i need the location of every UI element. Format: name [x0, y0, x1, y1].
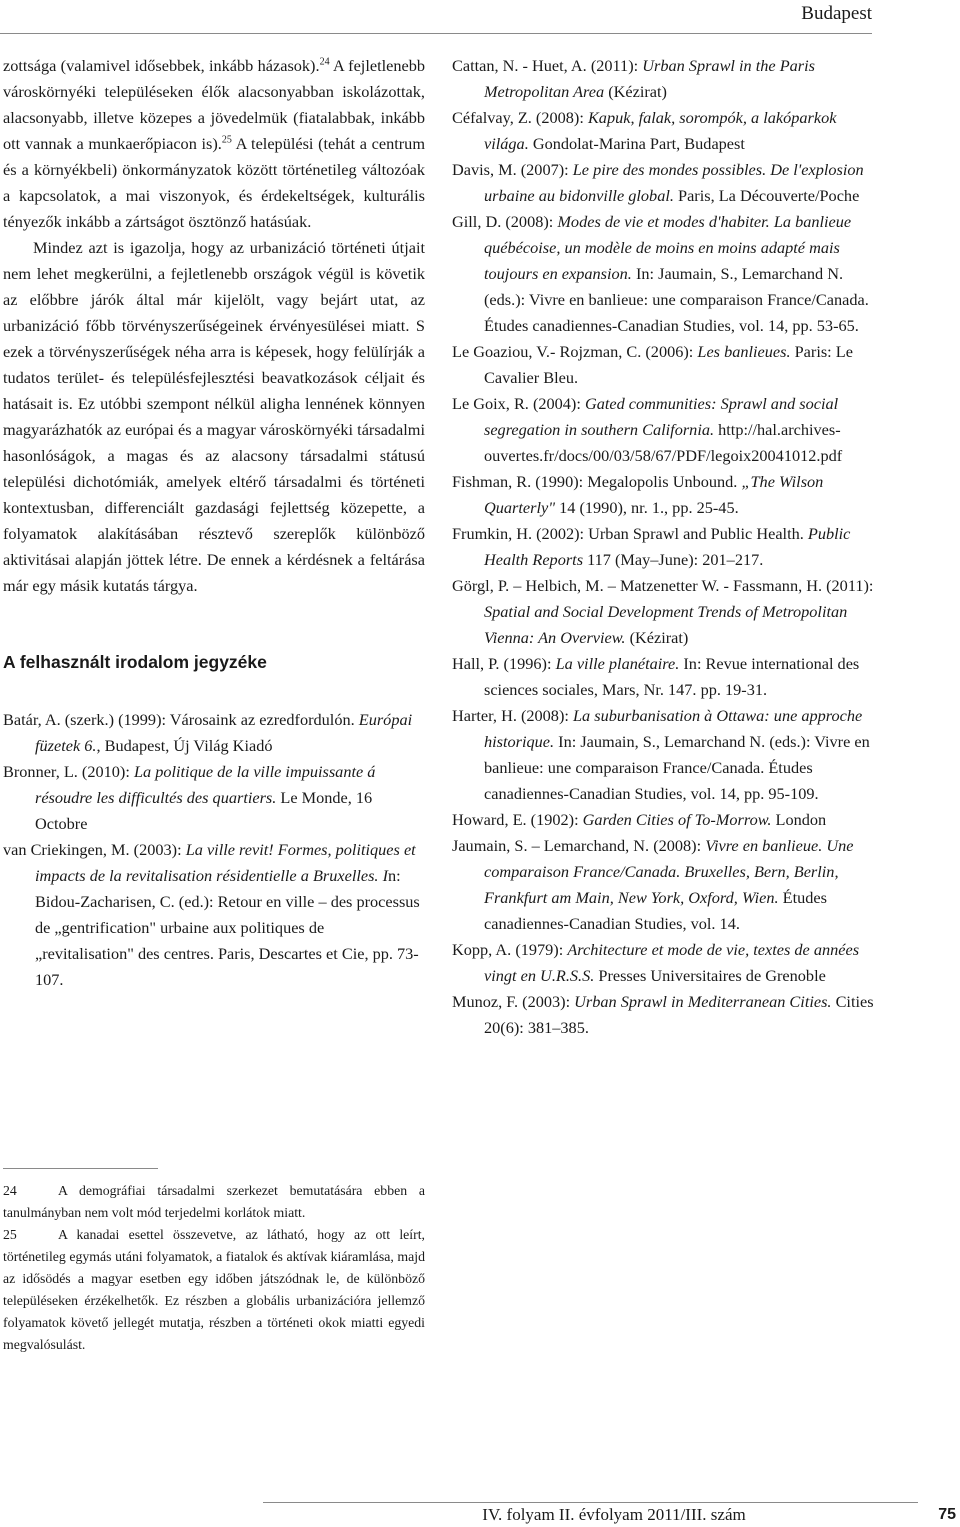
footnote-25: 25 A kanadai esettel összevetve, az látható, hogy az ott leírt, történetileg egymás utáni folyamatok, a fiatalok és aktívak kiáramlása, majd az idősödés a magyar esetben egy időben játszódnak le, de különböző településeken érzékelhetők. Ez részben a globális urbanizációra jellemző folyamatok követő jellegét mutatja, részben a történeti okok miatti egyedi megvalósulást. — [3, 1227, 425, 1352]
footnotes — [3, 1180, 425, 1356]
running-head: Budapest — [801, 3, 872, 24]
page-number: 75 — [938, 1506, 956, 1523]
footnote-24: 24 A demográfiai társadalmi szerkezet bemutatására ebben a tanulmányban nem volt mód terjedelmi korlátok miatt. — [3, 1183, 425, 1220]
reference-entry: Davis, M. (2007): Le pire des mondes possibles. De l'explosion urbaine au bidonville global. Paris, La Découverte/Poche — [452, 160, 864, 205]
footnote-rule — [3, 1168, 158, 1169]
reference-entry: Munoz, F. (2003): Urban Sprawl in Mediterranean Cities. Cities 20(6): 381–385. — [452, 992, 874, 1037]
right-column — [452, 53, 882, 1041]
reference-entry: Gill, D. (2008): Modes de vie et modes d'habiter. La banlieue québécoise, un modèle de moins en moins adapté mais toujours en expansion. In: Jaumain, S., Lemarchand N. (eds.): Vivre en banlieue: une comparaison France/Canada. Études canadiennes-Canadian Studies, vol. 14, pp. 53-65. — [452, 212, 869, 335]
left-column — [3, 53, 425, 993]
footer-issue: IV. folyam II. évfolyam 2011/III. szám — [482, 1505, 746, 1524]
reference-entry: Frumkin, H. (2002): Urban Sprawl and Public Health. Public Health Reports 117 (May–June): 201–217. — [452, 524, 851, 569]
reference-list-left — [3, 707, 425, 993]
header-rule — [0, 33, 872, 34]
body-paragraph-2: Mindez azt is igazolja, hogy az urbanizáció történeti útjait nem lehet megkerülni, a fejletlenebb országok végül is követik az előbbre járók által már kijelölt, vagy bejárt utat, az urbanizáció főbb törvényszerűségeinek érvényesülései miatt. S ezek a törvényszerűségek néha arra is képesek, hogy felülírják a tudatos terület- és településfejlesztési beavatkozások céljait és hatásait is. Ez utóbbi szempont nélkül aligha lennének könnyen magyarázhatók az európai és a magyar városkörnyéki társadalmi hasonlóságok, a magas és az alacsony társadalmi státusú települési dichotómiák, amelyek eltérő társadalmi és történeti kontextusban, differenciált gazdasági fejlettség közepette, a folyamatok alakításában résztevő szereplők különböző aktivitásai alapján jöttek létre. De ennek a kérdésnek a feltárása már egy másik kutatás tárgya. — [3, 238, 425, 595]
body-paragraph-1: zottsága (valamivel idősebbek, inkább házasok).$^{24}$ A fejletlenebb városkörnyéki településeken élők alacsonyabban iskolázottak, alacsonyabb, illetve közepes a jövedelmük (fiatalabbak, inkább ott vannak a munkaerőpiacon is).$^{25}$ A települési (tehát a centrum és a környékbeli) önkormányzatok között történetileg változóak a kapcsolatok, a mai viszonyok, és érdekeltségek, kulturális tényezők inkább a zártságot ösztönző hatásúak. — [3, 56, 425, 231]
reference-list-right — [452, 53, 882, 1041]
footnote-ref-24: 24 — [319, 56, 330, 68]
reference-entry: Bronner, L. (2010): La politique de la ville impuissante á résoudre les difficultés des quartiers. Le Monde, 16 Octobre — [3, 762, 376, 833]
reference-entry: Howard, E. (1902): Garden Cities of To-Morrow. London — [452, 810, 827, 829]
reference-entry: van Criekingen, M. (2003): La ville revit! Formes, politiques et impacts de la revitalisation résidentielle a Bruxelles. In: Bidou-Zacharisen, C. (ed.): Retour en ville – des processus de „gentrification" urbaine aux politiques de „revitalisation" des centres. Paris, Descartes et Cie, pp. 73-107. — [3, 840, 420, 989]
reference-entry: Cattan, N. - Huet, A. (2011): Urban Sprawl in the Paris Metropolitan Area (Kézirat) — [452, 56, 815, 101]
reference-entry: Hall, P. (1996): La ville planétaire. In: Revue international des sciences sociales, Mars, Nr. 147. pp. 19-31. — [452, 654, 860, 699]
reference-entry: Görgl, P. – Helbich, M. – Matzenetter W. - Fassmann, H. (2011): Spatial and Social Development Trends of Metropolitan Vienna: An Overview. (Kézirat) — [452, 576, 874, 647]
reference-entry: Harter, H. (2008): La suburbanisation à Ottawa: une approche historique. In: Jaumain, S., Lemarchand N. (eds.): Vivre en banlieue: une comparaison France/Canada. Études canadiennes-Canadian Studies, vol. 14, pp. 95-109. — [452, 706, 870, 803]
section-title: A felhasznált irodalom jegyzéke — [3, 652, 267, 672]
footnote-ref-25: 25 — [221, 134, 232, 146]
reference-entry: Le Goaziou, V.- Rojzman, C. (2006): Les banlieues. Paris: Le Cavalier Bleu. — [452, 342, 853, 387]
reference-entry: Jaumain, S. – Lemarchand, N. (2008): Vivre en banlieue. Une comparaison France/Canada. Bruxelles, Bern, Berlin, Frankfurt am Main, New York, Oxford, Wien. Études canadiennes-Canadian Studies, vol. 14. — [452, 836, 854, 933]
reference-entry: Le Goix, R. (2004): Gated communities: Sprawl and social segregation in southern California. http://hal.archives-ouvertes.fr/docs/00/03/58/67/PDF/legoix20041012.pdf — [452, 394, 843, 465]
reference-entry: Céfalvay, Z. (2008): Kapuk, falak, sorompók, a lakóparkok világa. Gondolat-Marina Part, Budapest — [452, 108, 837, 153]
reference-entry: Fishman, R. (1990): Megalopolis Unbound. „The Wilson Quarterly" 14 (1990), nr. 1., pp. 25-45. — [452, 472, 824, 517]
reference-entry: Kopp, A. (1979): Architecture et mode de vie, textes de années vingt en U.R.S.S. Presses Universitaires de Grenoble — [452, 940, 860, 985]
reference-entry: Batár, A. (szerk.) (1999): Városaink az ezredfordulón. Európai füzetek 6., Budapest, Új Világ Kiadó — [3, 710, 413, 755]
